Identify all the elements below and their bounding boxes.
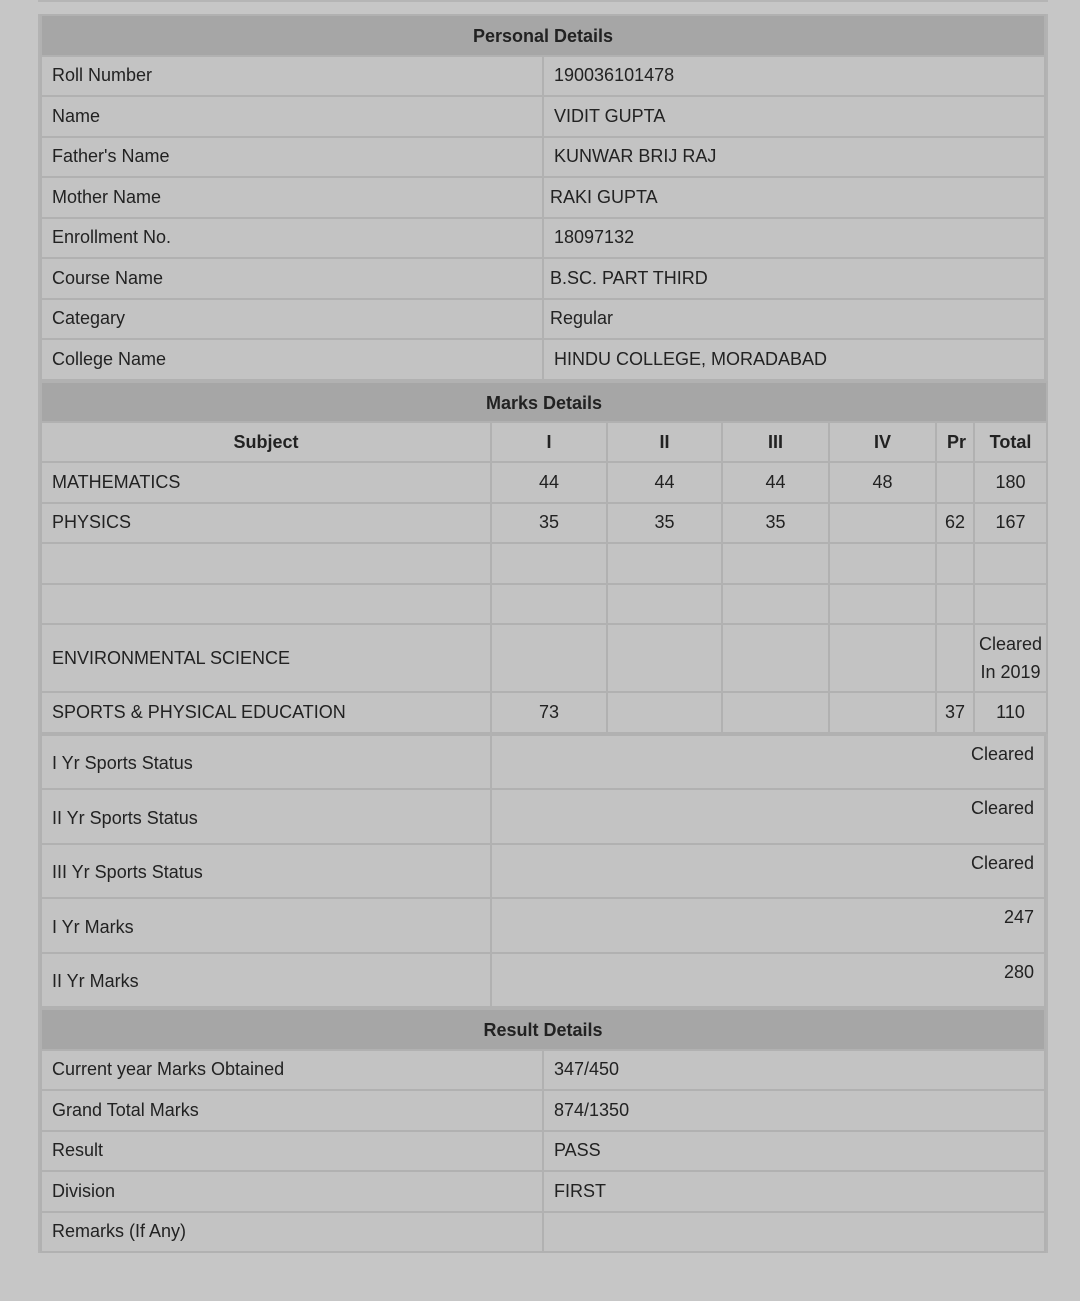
table-row	[41, 462, 1047, 503]
table-row	[41, 735, 1045, 790]
paper-ii-cell	[607, 543, 722, 584]
table-row	[41, 339, 1045, 380]
table-row	[41, 299, 1045, 340]
column-header-iv: IV	[829, 422, 936, 462]
table-row	[41, 898, 1045, 953]
subject-cell: MATHEMATICS	[41, 462, 491, 503]
subject-cell	[41, 584, 491, 625]
paper-i-cell	[491, 624, 607, 692]
category-value: Regular	[543, 299, 1045, 340]
ii-yr-sports-status-value: Cleared	[491, 789, 1045, 844]
current-year-marks-value: 347/450	[543, 1050, 1045, 1091]
table-row	[41, 953, 1045, 1008]
course-name-value: B.SC. PART THIRD	[543, 258, 1045, 299]
enrollment-no-value: 18097132	[543, 218, 1045, 259]
practical-cell: 37	[936, 692, 974, 733]
table-row	[41, 177, 1045, 218]
table-row	[41, 1050, 1045, 1091]
personal-details-table	[40, 14, 1046, 381]
name-value: VIDIT GUPTA	[543, 96, 1045, 137]
practical-cell	[936, 543, 974, 584]
subject-cell: SPORTS & PHYSICAL EDUCATION	[41, 692, 491, 733]
table-row	[41, 624, 1047, 692]
column-header-ii: II	[607, 422, 722, 462]
table-row	[41, 844, 1045, 899]
paper-i-cell: 35	[491, 503, 607, 544]
practical-cell	[936, 624, 974, 692]
paper-i-cell	[491, 584, 607, 625]
roll-number-value: 190036101478	[543, 56, 1045, 97]
subject-cell: PHYSICS	[41, 503, 491, 544]
table-row	[41, 137, 1045, 178]
table-row	[41, 258, 1045, 299]
subject-cell: ENVIRONMENTAL SCIENCE	[41, 624, 491, 692]
table-row	[41, 692, 1047, 733]
practical-cell	[936, 584, 974, 625]
college-name-label: College Name	[41, 339, 543, 380]
table-row	[41, 56, 1045, 97]
remarks-label: Remarks (If Any)	[41, 1212, 543, 1253]
paper-iii-cell	[722, 624, 829, 692]
paper-ii-cell	[607, 692, 722, 733]
total-cell	[974, 584, 1047, 625]
enrollment-no-label: Enrollment No.	[41, 218, 543, 259]
paper-iv-cell	[829, 543, 936, 584]
paper-ii-cell	[607, 584, 722, 625]
college-name-value: HINDU COLLEGE, MORADABAD	[543, 339, 1045, 380]
result-label: Result	[41, 1131, 543, 1172]
total-cell: 180	[974, 462, 1047, 503]
course-name-label: Course Name	[41, 258, 543, 299]
result-details-table	[40, 1008, 1046, 1253]
paper-iv-cell: 48	[829, 462, 936, 503]
roll-number-label: Roll Number	[41, 56, 543, 97]
table-row	[41, 1090, 1045, 1131]
mother-name-value: RAKI GUPTA	[543, 177, 1045, 218]
paper-iv-cell	[829, 624, 936, 692]
column-header-total: Total	[974, 422, 1047, 462]
total-cell: Cleared In 2019	[974, 624, 1047, 692]
subject-cell	[41, 543, 491, 584]
paper-ii-cell: 44	[607, 462, 722, 503]
mother-name-label: Mother Name	[41, 177, 543, 218]
personal-details-heading: Personal Details	[41, 15, 1045, 56]
fathers-name-value: KUNWAR BRIJ RAJ	[543, 137, 1045, 178]
table-row	[41, 218, 1045, 259]
ii-yr-sports-status-label: II Yr Sports Status	[41, 789, 491, 844]
i-yr-marks-value: 247	[491, 898, 1045, 953]
table-row	[41, 584, 1047, 625]
paper-iii-cell	[722, 584, 829, 625]
status-table	[40, 734, 1046, 1009]
table-row	[41, 543, 1047, 584]
total-cell: 167	[974, 503, 1047, 544]
paper-iii-cell: 35	[722, 503, 829, 544]
table-row	[41, 1171, 1045, 1212]
top-divider	[38, 0, 1048, 2]
i-yr-sports-status-label: I Yr Sports Status	[41, 735, 491, 790]
result-value: PASS	[543, 1131, 1045, 1172]
table-row	[41, 1212, 1045, 1253]
practical-cell: 62	[936, 503, 974, 544]
paper-iii-cell	[722, 543, 829, 584]
current-year-marks-label: Current year Marks Obtained	[41, 1050, 543, 1091]
grand-total-marks-value: 874/1350	[543, 1090, 1045, 1131]
table-row	[41, 96, 1045, 137]
iii-yr-sports-status-label: III Yr Sports Status	[41, 844, 491, 899]
column-header-i: I	[491, 422, 607, 462]
column-header-subject: Subject	[41, 422, 491, 462]
column-header-pr: Pr	[936, 422, 974, 462]
marks-header-row	[41, 422, 1047, 462]
result-sheet	[38, 14, 1048, 1253]
marks-details-heading: Marks Details	[41, 382, 1047, 423]
category-label: Categary	[41, 299, 543, 340]
ii-yr-marks-value: 280	[491, 953, 1045, 1008]
result-details-heading: Result Details	[41, 1009, 1045, 1050]
paper-iv-cell	[829, 692, 936, 733]
grand-total-marks-label: Grand Total Marks	[41, 1090, 543, 1131]
paper-i-cell: 73	[491, 692, 607, 733]
paper-iii-cell	[722, 692, 829, 733]
table-row	[41, 503, 1047, 544]
table-row	[41, 789, 1045, 844]
column-header-iii: III	[722, 422, 829, 462]
paper-iii-cell: 44	[722, 462, 829, 503]
table-row	[41, 1131, 1045, 1172]
ii-yr-marks-label: II Yr Marks	[41, 953, 491, 1008]
paper-i-cell	[491, 543, 607, 584]
marks-details-table	[40, 381, 1048, 734]
paper-ii-cell	[607, 624, 722, 692]
iii-yr-sports-status-value: Cleared	[491, 844, 1045, 899]
fathers-name-label: Father's Name	[41, 137, 543, 178]
i-yr-sports-status-value: Cleared	[491, 735, 1045, 790]
remarks-value	[543, 1212, 1045, 1253]
paper-iv-cell	[829, 584, 936, 625]
total-cell: 110	[974, 692, 1047, 733]
paper-i-cell: 44	[491, 462, 607, 503]
practical-cell	[936, 462, 974, 503]
division-label: Division	[41, 1171, 543, 1212]
paper-iv-cell	[829, 503, 936, 544]
paper-ii-cell: 35	[607, 503, 722, 544]
division-value: FIRST	[543, 1171, 1045, 1212]
total-cell	[974, 543, 1047, 584]
i-yr-marks-label: I Yr Marks	[41, 898, 491, 953]
name-label: Name	[41, 96, 543, 137]
